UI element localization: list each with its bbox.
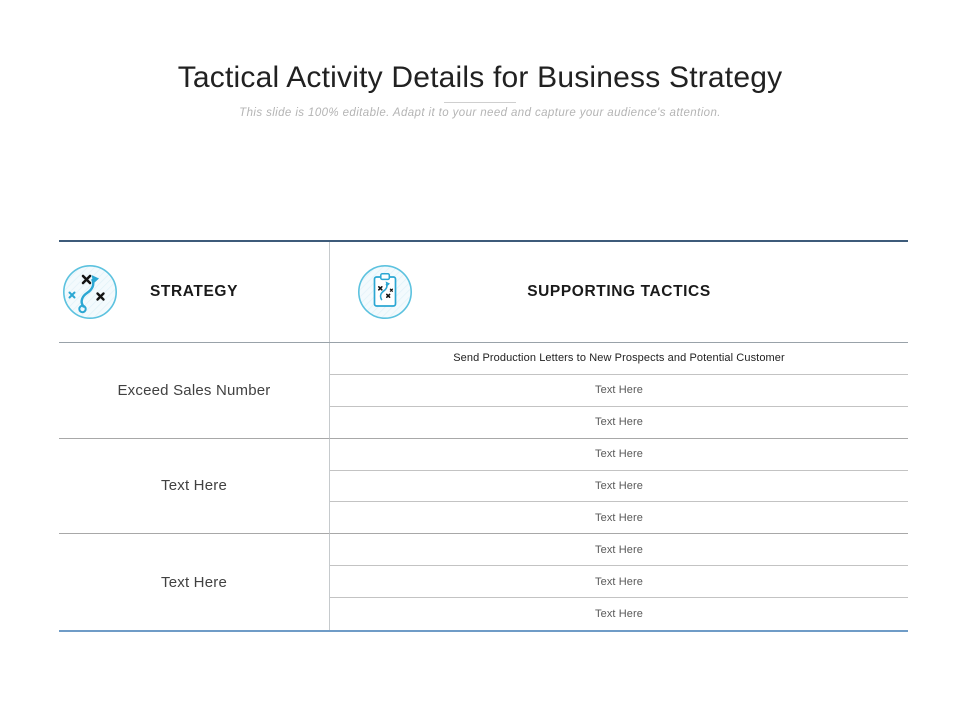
strategy-tactics-table: [59, 240, 908, 632]
title-block: [0, 60, 960, 119]
strategy-cell: Exceed Sales Number: [59, 343, 330, 439]
tactic-cell: Text Here: [330, 534, 908, 566]
strategy-cell: Text Here: [59, 439, 330, 535]
slide-subtitle: This slide is 100% editable. Adapt it to your need and capture your audience's attention.: [239, 107, 721, 119]
column-header-supporting-tactics: [330, 242, 908, 342]
column-header-supporting-tactics-label: SUPPORTING TACTICS: [527, 283, 711, 300]
tactic-cell: Text Here: [330, 407, 908, 439]
tactic-cell: Text Here: [330, 502, 908, 534]
tactic-cell: Text Here: [330, 566, 908, 598]
table-body: [59, 343, 908, 630]
strategy-play-icon: [62, 264, 118, 320]
title-divider: [444, 102, 516, 103]
tactic-cell: Text Here: [595, 608, 643, 621]
clipboard-tactics-icon: [357, 264, 413, 320]
table-header-row: [59, 242, 908, 343]
page-title: Tactical Activity Details for Business Strategy: [177, 61, 783, 94]
tactic-cell: Text Here: [330, 471, 908, 503]
tactic-cell: Send Production Letters to New Prospects and Potential Customer: [330, 343, 908, 375]
tactic-cell: Text Here: [330, 439, 908, 471]
column-header-strategy-label: STRATEGY: [149, 283, 239, 300]
strategy-cell: Text Here: [59, 534, 330, 630]
tactic-cell: Text Here: [330, 375, 908, 407]
column-header-strategy: [59, 242, 330, 342]
